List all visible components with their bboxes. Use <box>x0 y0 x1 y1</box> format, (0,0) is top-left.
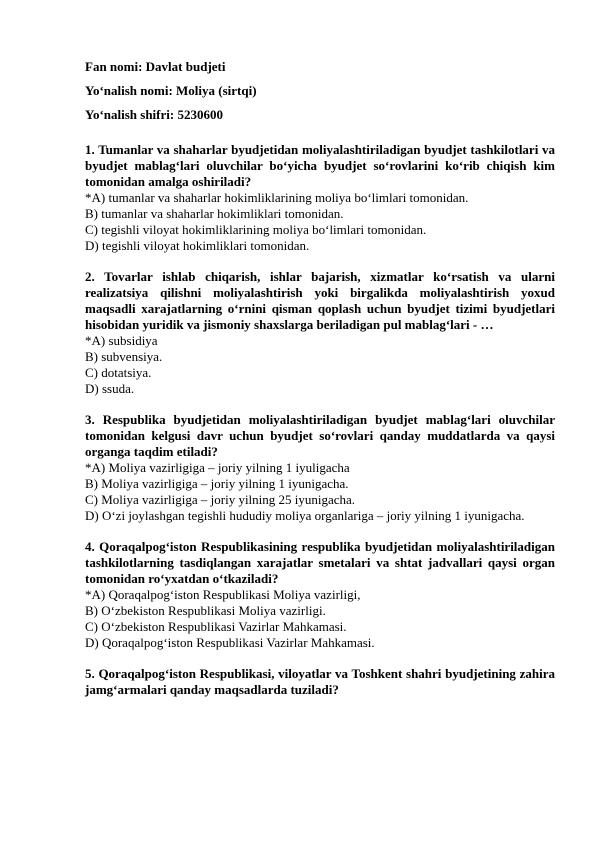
option-d: D) tegishli viloyat hokimliklari tomonidan. <box>85 238 310 253</box>
document-page <box>85 55 555 713</box>
option-b: B) subvensiya. <box>85 349 163 364</box>
question-1 <box>85 142 555 254</box>
option-c: C) tegishli viloyat hokimliklarining moliya bo‘limlari tomonidan. <box>85 222 427 237</box>
question-3 <box>85 412 555 524</box>
subject-line: Fan nomi: Davlat budjeti <box>85 59 226 74</box>
code-line: Yo‘nalish shifri: 5230600 <box>85 107 223 122</box>
option-d: D) Qoraqalpog‘iston Respublikasi Vazirlar Mahkamasi. <box>85 635 375 650</box>
question-text: 4. Qoraqalpog‘iston Respublikasining respublika byudjetidan moliyalashtiriladigan tashkilotlarning tasdiqlangan xarajatlar smetalari va shtat jadvallari qaysi organ tomonidan ro‘yxatdan o‘tkaziladi? <box>85 539 555 586</box>
question-text: 3. Respublika byudjetidan moliyalashtiriladigan byudjet mablag‘lari oluvchilar tomonidan kelgusi davr uchun byudjet so‘rovlari qanday muddatlarda va qaysi organga taqdim etiladi? <box>85 412 555 459</box>
option-a: *A) tumanlar va shaharlar hokimliklarining moliya bo‘limlari tomonidan. <box>85 190 469 205</box>
option-c: C) dotatsiya. <box>85 365 152 380</box>
question-text: 2. Tovarlar ishlab chiqarish, ishlar bajarish, xizmatlar ko‘rsatish va ularni realizatsiya qilishni moliyalashtirish yoki birgalikda moliyalashtirish yoxud maqsadli xarajatlarning o‘rnini qisman qoplash uchun byudjet tizimi byudjetlari hisobidan yuridik va jismoniy shaxslarga beriladigan pul mablag‘lari - … <box>85 269 555 332</box>
question-4 <box>85 539 555 651</box>
option-b: B) O‘zbekiston Respublikasi Moliya vazirligi. <box>85 603 326 618</box>
question-2 <box>85 269 555 397</box>
option-d: D) ssuda. <box>85 381 135 396</box>
question-5 <box>85 666 555 698</box>
direction-line: Yo‘nalish nomi: Moliya (sirtqi) <box>85 83 257 98</box>
option-b: B) tumanlar va shaharlar hokimliklari tomonidan. <box>85 206 344 221</box>
option-c: C) Moliya vazirligiga – joriy yilning 25 iyunigacha. <box>85 492 356 507</box>
option-b: B) Moliya vazirligiga – joriy yilning 1 iyunigacha. <box>85 476 349 491</box>
option-c: C) O‘zbekiston Respublikasi Vazirlar Mahkamasi. <box>85 619 347 634</box>
question-text: 5. Qoraqalpog‘iston Respublikasi, viloyatlar va Toshkent shahri byudjetining zahira jamg‘armalari qanday maqsadlarda tuziladi? <box>85 666 555 697</box>
option-a: *A) subsidiya <box>85 333 158 348</box>
option-a: *A) Moliya vazirligiga – joriy yilning 1 iyuligacha <box>85 460 350 475</box>
option-d: D) O‘zi joylashgan tegishli hududiy moliya organlariga – joriy yilning 1 iyunigacha. <box>85 508 525 523</box>
option-a: *A) Qoraqalpog‘iston Respublikasi Moliya vazirligi, <box>85 587 361 602</box>
question-text: 1. Tumanlar va shaharlar byudjetidan moliyalashtiriladigan byudjet tashkilotlari va byudjet mablag‘lari oluvchilar bo‘yicha byudjet so‘rovlarini ko‘rib chiqish kim tomonidan amalga oshiriladi? <box>85 142 555 189</box>
